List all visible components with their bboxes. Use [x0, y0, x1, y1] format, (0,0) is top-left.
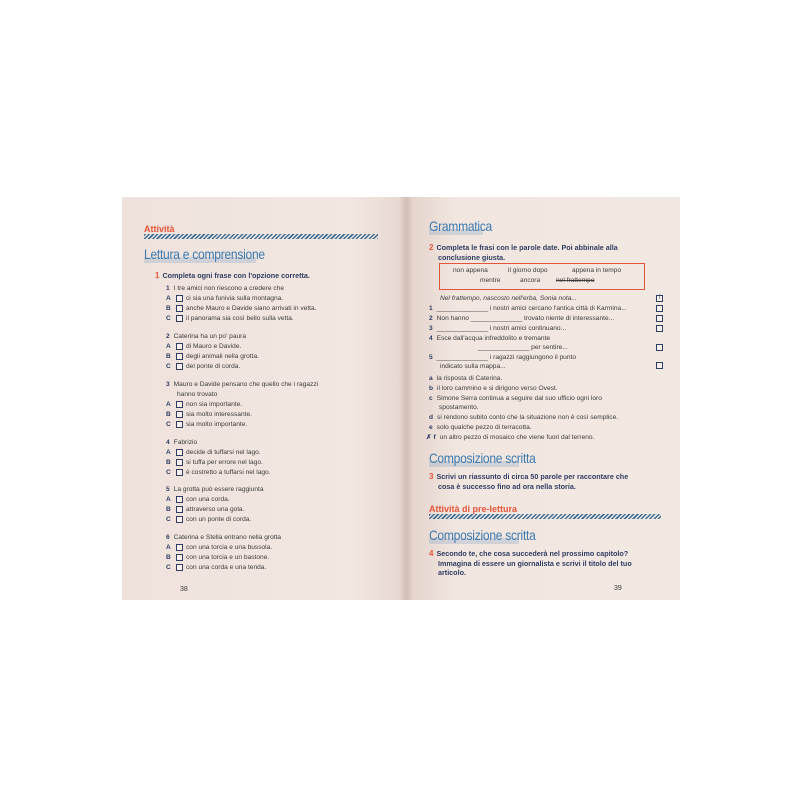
- heading-grammatica: Grammatica: [429, 218, 492, 234]
- checkbox[interactable]: [176, 401, 183, 408]
- item-number: 4: [166, 439, 170, 446]
- conclusion-letter: a: [429, 375, 433, 382]
- question-4-title: [429, 549, 632, 578]
- item-1-option-c[interactable]: [166, 314, 294, 323]
- question-3-text-cont: cosa è successo fino ad ora nella storia.: [438, 481, 576, 491]
- question-2-text-cont: conclusione giusta.: [438, 252, 506, 262]
- checkbox[interactable]: [176, 449, 183, 456]
- heading-composizione-2: Composizione scritta: [429, 527, 536, 543]
- word-bank-item: ancora: [520, 277, 541, 284]
- page-number-left: 38: [180, 586, 188, 593]
- item-3-option-a[interactable]: [166, 400, 242, 409]
- option-letter: B: [166, 305, 171, 312]
- sentence-4: [429, 334, 550, 343]
- option-letter: C: [166, 469, 171, 476]
- option-text: degli animali nella grotta.: [186, 353, 259, 360]
- option-text: con una torcia e una bussola.: [186, 544, 273, 551]
- option-text: di Mauro e Davide.: [186, 343, 242, 350]
- conclusion-letter: c: [429, 395, 433, 402]
- conclusion-b: [429, 384, 558, 393]
- conclusion-text: spostamento.: [439, 404, 479, 411]
- item-5-option-a[interactable]: [166, 495, 230, 504]
- option-letter: A: [166, 544, 171, 551]
- item-5-option-c[interactable]: [166, 515, 251, 524]
- checkbox[interactable]: [176, 459, 183, 466]
- item-2-option-c[interactable]: [166, 362, 240, 371]
- conclusion-letter: f: [433, 434, 436, 441]
- checkbox[interactable]: [176, 544, 183, 551]
- sentence-1: [429, 304, 627, 313]
- option-text: decide di tuffarsi nel lago.: [186, 449, 261, 456]
- checkbox[interactable]: [176, 516, 183, 523]
- option-letter: B: [166, 506, 171, 513]
- option-letter: A: [166, 295, 171, 302]
- option-letter: B: [166, 554, 171, 561]
- question-1-text: Completa ogni frase con l'opzione corretta.: [162, 271, 310, 280]
- conclusion-text: il loro cammino e si dirigono verso Ovest.: [437, 385, 558, 392]
- sentence-text: ______________ i ragazzi raggiungono il punto: [436, 354, 576, 361]
- option-letter: B: [166, 459, 171, 466]
- word-bank-item: non appena: [453, 267, 488, 274]
- sentence-example: [440, 294, 577, 303]
- item-2-option-a[interactable]: [166, 342, 241, 351]
- option-text: sia molto importante.: [186, 421, 248, 428]
- section-label-pre-lettura: Attività di pre-lettura: [429, 504, 518, 514]
- conclusion-text: Simone Serra continua a seguire dal suo ufficio ogni loro: [436, 395, 602, 402]
- sentence-number: 4: [429, 335, 433, 342]
- item-6-option-c[interactable]: [166, 563, 266, 572]
- option-letter: A: [166, 343, 171, 350]
- item-4-option-c[interactable]: [166, 468, 271, 477]
- sentence-text: Esce dall'acqua infreddolito e tremante: [436, 335, 551, 342]
- cross-mark-icon: ✗: [426, 434, 432, 441]
- question-3-text: Scrivi un riassunto di circa 50 parole per raccontare che: [436, 472, 629, 481]
- option-text: con una corda.: [186, 496, 230, 503]
- option-text: anche Mauro e Davide siano arrivati in vetta.: [186, 305, 317, 312]
- conclusion-text: solo qualche pezzo di terracotta.: [436, 424, 532, 431]
- item-number: 5: [166, 486, 170, 493]
- checkbox[interactable]: [176, 554, 183, 561]
- sentence-5: [429, 353, 576, 362]
- section-label-attivita: Attività: [144, 224, 175, 234]
- item-1-option-b[interactable]: [166, 304, 316, 313]
- conclusion-text: si rendono subito conto che la situazione non è così semplice.: [437, 414, 619, 421]
- option-text: con una torcia e un bastone.: [186, 554, 270, 561]
- checkbox[interactable]: [176, 496, 183, 503]
- sentence-number: 3: [429, 325, 433, 332]
- sentence-text: ______________ i nostri amici continuano...: [436, 325, 567, 332]
- question-4-text-cont: Immagina di essere un giornalista e scrivi il titolo del tuo: [438, 558, 632, 568]
- checkbox[interactable]: [176, 353, 183, 360]
- conclusion-text: un altro pezzo di mosaico che viene fuori dal terreno.: [439, 434, 595, 441]
- item-4-stem: [166, 438, 197, 447]
- item-number: 2: [166, 333, 170, 340]
- conclusion-letter: d: [429, 414, 434, 421]
- item-2-option-b[interactable]: [166, 352, 259, 361]
- question-3-title: [429, 472, 628, 491]
- sentence-5-cont: [440, 362, 506, 371]
- conclusion-letter: b: [429, 385, 434, 392]
- item-text: hanno trovato: [177, 391, 218, 398]
- answer-box[interactable]: [656, 325, 663, 332]
- option-letter: C: [166, 363, 171, 370]
- answer-box[interactable]: [656, 315, 663, 322]
- sentence-number: 5: [429, 354, 433, 361]
- question-4-text: Secondo te, che cosa succederà nel prossimo capitolo?: [436, 549, 629, 558]
- item-text: I tre amici non riescono a credere che: [173, 285, 284, 292]
- answer-box[interactable]: f: [656, 295, 663, 302]
- sentence-number: 2: [429, 315, 433, 322]
- option-text: con un ponte di corda.: [186, 516, 252, 523]
- word-bank-item: mentre: [480, 277, 501, 284]
- conclusion-text: la risposta di Caterina.: [436, 375, 503, 382]
- item-4-option-a[interactable]: [166, 448, 261, 457]
- checkbox[interactable]: [176, 469, 183, 476]
- word-bank-item-used: nel frattempo: [556, 277, 595, 284]
- conclusion-d: [429, 413, 618, 422]
- answer-box[interactable]: [656, 305, 663, 312]
- item-6-option-b[interactable]: [166, 553, 269, 562]
- item-text: La grotta può essere raggiunta: [173, 486, 264, 493]
- option-letter: C: [166, 564, 171, 571]
- item-number: 3: [166, 381, 170, 388]
- conclusion-f: [426, 433, 594, 442]
- question-2-number: 2: [429, 243, 434, 252]
- item-5-stem: [166, 485, 263, 494]
- question-3-number: 3: [429, 472, 434, 481]
- option-text: attraverso una gola.: [186, 506, 245, 513]
- option-letter: C: [166, 516, 171, 523]
- option-text: si tuffa per errore nel lago.: [186, 459, 263, 466]
- book-gutter: [399, 197, 413, 600]
- option-text: del ponte di corda.: [186, 363, 241, 370]
- item-3-stem-cont: [177, 390, 217, 399]
- section-stripe: [429, 514, 661, 519]
- question-4-number: 4: [429, 549, 434, 558]
- item-3-option-b[interactable]: [166, 410, 252, 419]
- item-6-stem: [166, 533, 281, 542]
- word-bank-item: il giorno dopo: [508, 267, 548, 274]
- sentence-text: Non hanno ______________ trovato niente di interessante...: [436, 315, 615, 322]
- option-text: con una corda e una tenda.: [186, 564, 267, 571]
- option-text: non sia importante.: [186, 401, 243, 408]
- item-number: 1: [166, 285, 170, 292]
- sentence-text: Nel frattempo, nascosto nell'erba, Sonia nota...: [440, 295, 577, 302]
- item-5-option-b[interactable]: [166, 505, 244, 514]
- section-stripe: [144, 234, 378, 239]
- answer-box[interactable]: [656, 362, 663, 369]
- checkbox[interactable]: [176, 363, 183, 370]
- conclusion-letter: e: [429, 424, 433, 431]
- sentence-4-cont: [478, 343, 568, 352]
- checkbox[interactable]: [176, 305, 183, 312]
- option-letter: B: [166, 411, 171, 418]
- item-text: Caterina ha un po' paura: [173, 333, 247, 340]
- answer-box[interactable]: [656, 344, 663, 351]
- option-letter: C: [166, 421, 171, 428]
- option-text: è costretto a tuffarsi nel lago.: [186, 469, 271, 476]
- item-2-stem: [166, 332, 246, 341]
- conclusion-e: [429, 423, 532, 432]
- question-1-number: 1: [155, 271, 160, 280]
- checkbox[interactable]: [176, 315, 183, 322]
- sentence-text: ______________ i nostri amici cercano l'antica città di Karmina...: [436, 305, 627, 312]
- sentence-3: [429, 324, 566, 333]
- item-3-stem: [166, 380, 318, 389]
- heading-lettura: Lettura e comprensione: [144, 246, 265, 262]
- sentence-number: 1: [429, 305, 433, 312]
- checkbox[interactable]: [176, 506, 183, 513]
- sentence-2: [429, 314, 614, 323]
- question-1-title: [155, 271, 310, 281]
- heading-composizione-1: Composizione scritta: [429, 450, 536, 466]
- item-4-option-b[interactable]: [166, 458, 263, 467]
- option-letter: B: [166, 353, 171, 360]
- page-number-right: 39: [614, 585, 622, 592]
- conclusion-a: [429, 374, 502, 383]
- question-2-title: [429, 243, 618, 262]
- question-2-text: Completa le frasi con le parole date. Poi abbinale alla: [436, 243, 618, 252]
- option-text: ci sia una funivia sulla montagna.: [186, 295, 284, 302]
- option-letter: A: [166, 449, 171, 456]
- item-text: Fabrizio: [173, 439, 198, 446]
- checkbox[interactable]: [176, 421, 183, 428]
- option-text: il panorama sia così bello sulla vetta.: [186, 315, 294, 322]
- option-letter: C: [166, 315, 171, 322]
- checkbox[interactable]: [176, 411, 183, 418]
- option-letter: A: [166, 401, 171, 408]
- item-text: Mauro e Davide pensano che quello che i ragazzi: [173, 381, 319, 388]
- item-text: Caterina e Stella entrano nella grotta: [173, 534, 282, 541]
- conclusion-c: [429, 394, 602, 403]
- item-number: 6: [166, 534, 170, 541]
- item-6-option-a[interactable]: [166, 543, 272, 552]
- item-1-option-a[interactable]: [166, 294, 283, 303]
- sentence-text: indicato sulla mappa...: [440, 363, 506, 370]
- checkbox[interactable]: [176, 295, 183, 302]
- item-1-stem: [166, 284, 284, 293]
- conclusion-c-cont: [439, 403, 479, 412]
- item-3-option-c[interactable]: [166, 420, 247, 429]
- word-bank-item: appena in tempo: [572, 267, 622, 274]
- checkbox[interactable]: [176, 564, 183, 571]
- question-4-text-cont: articolo.: [438, 568, 466, 577]
- option-letter: A: [166, 496, 171, 503]
- option-text: sia molto interessante.: [186, 411, 252, 418]
- checkbox[interactable]: [176, 343, 183, 350]
- sentence-text: ______________ per sentire...: [478, 344, 568, 351]
